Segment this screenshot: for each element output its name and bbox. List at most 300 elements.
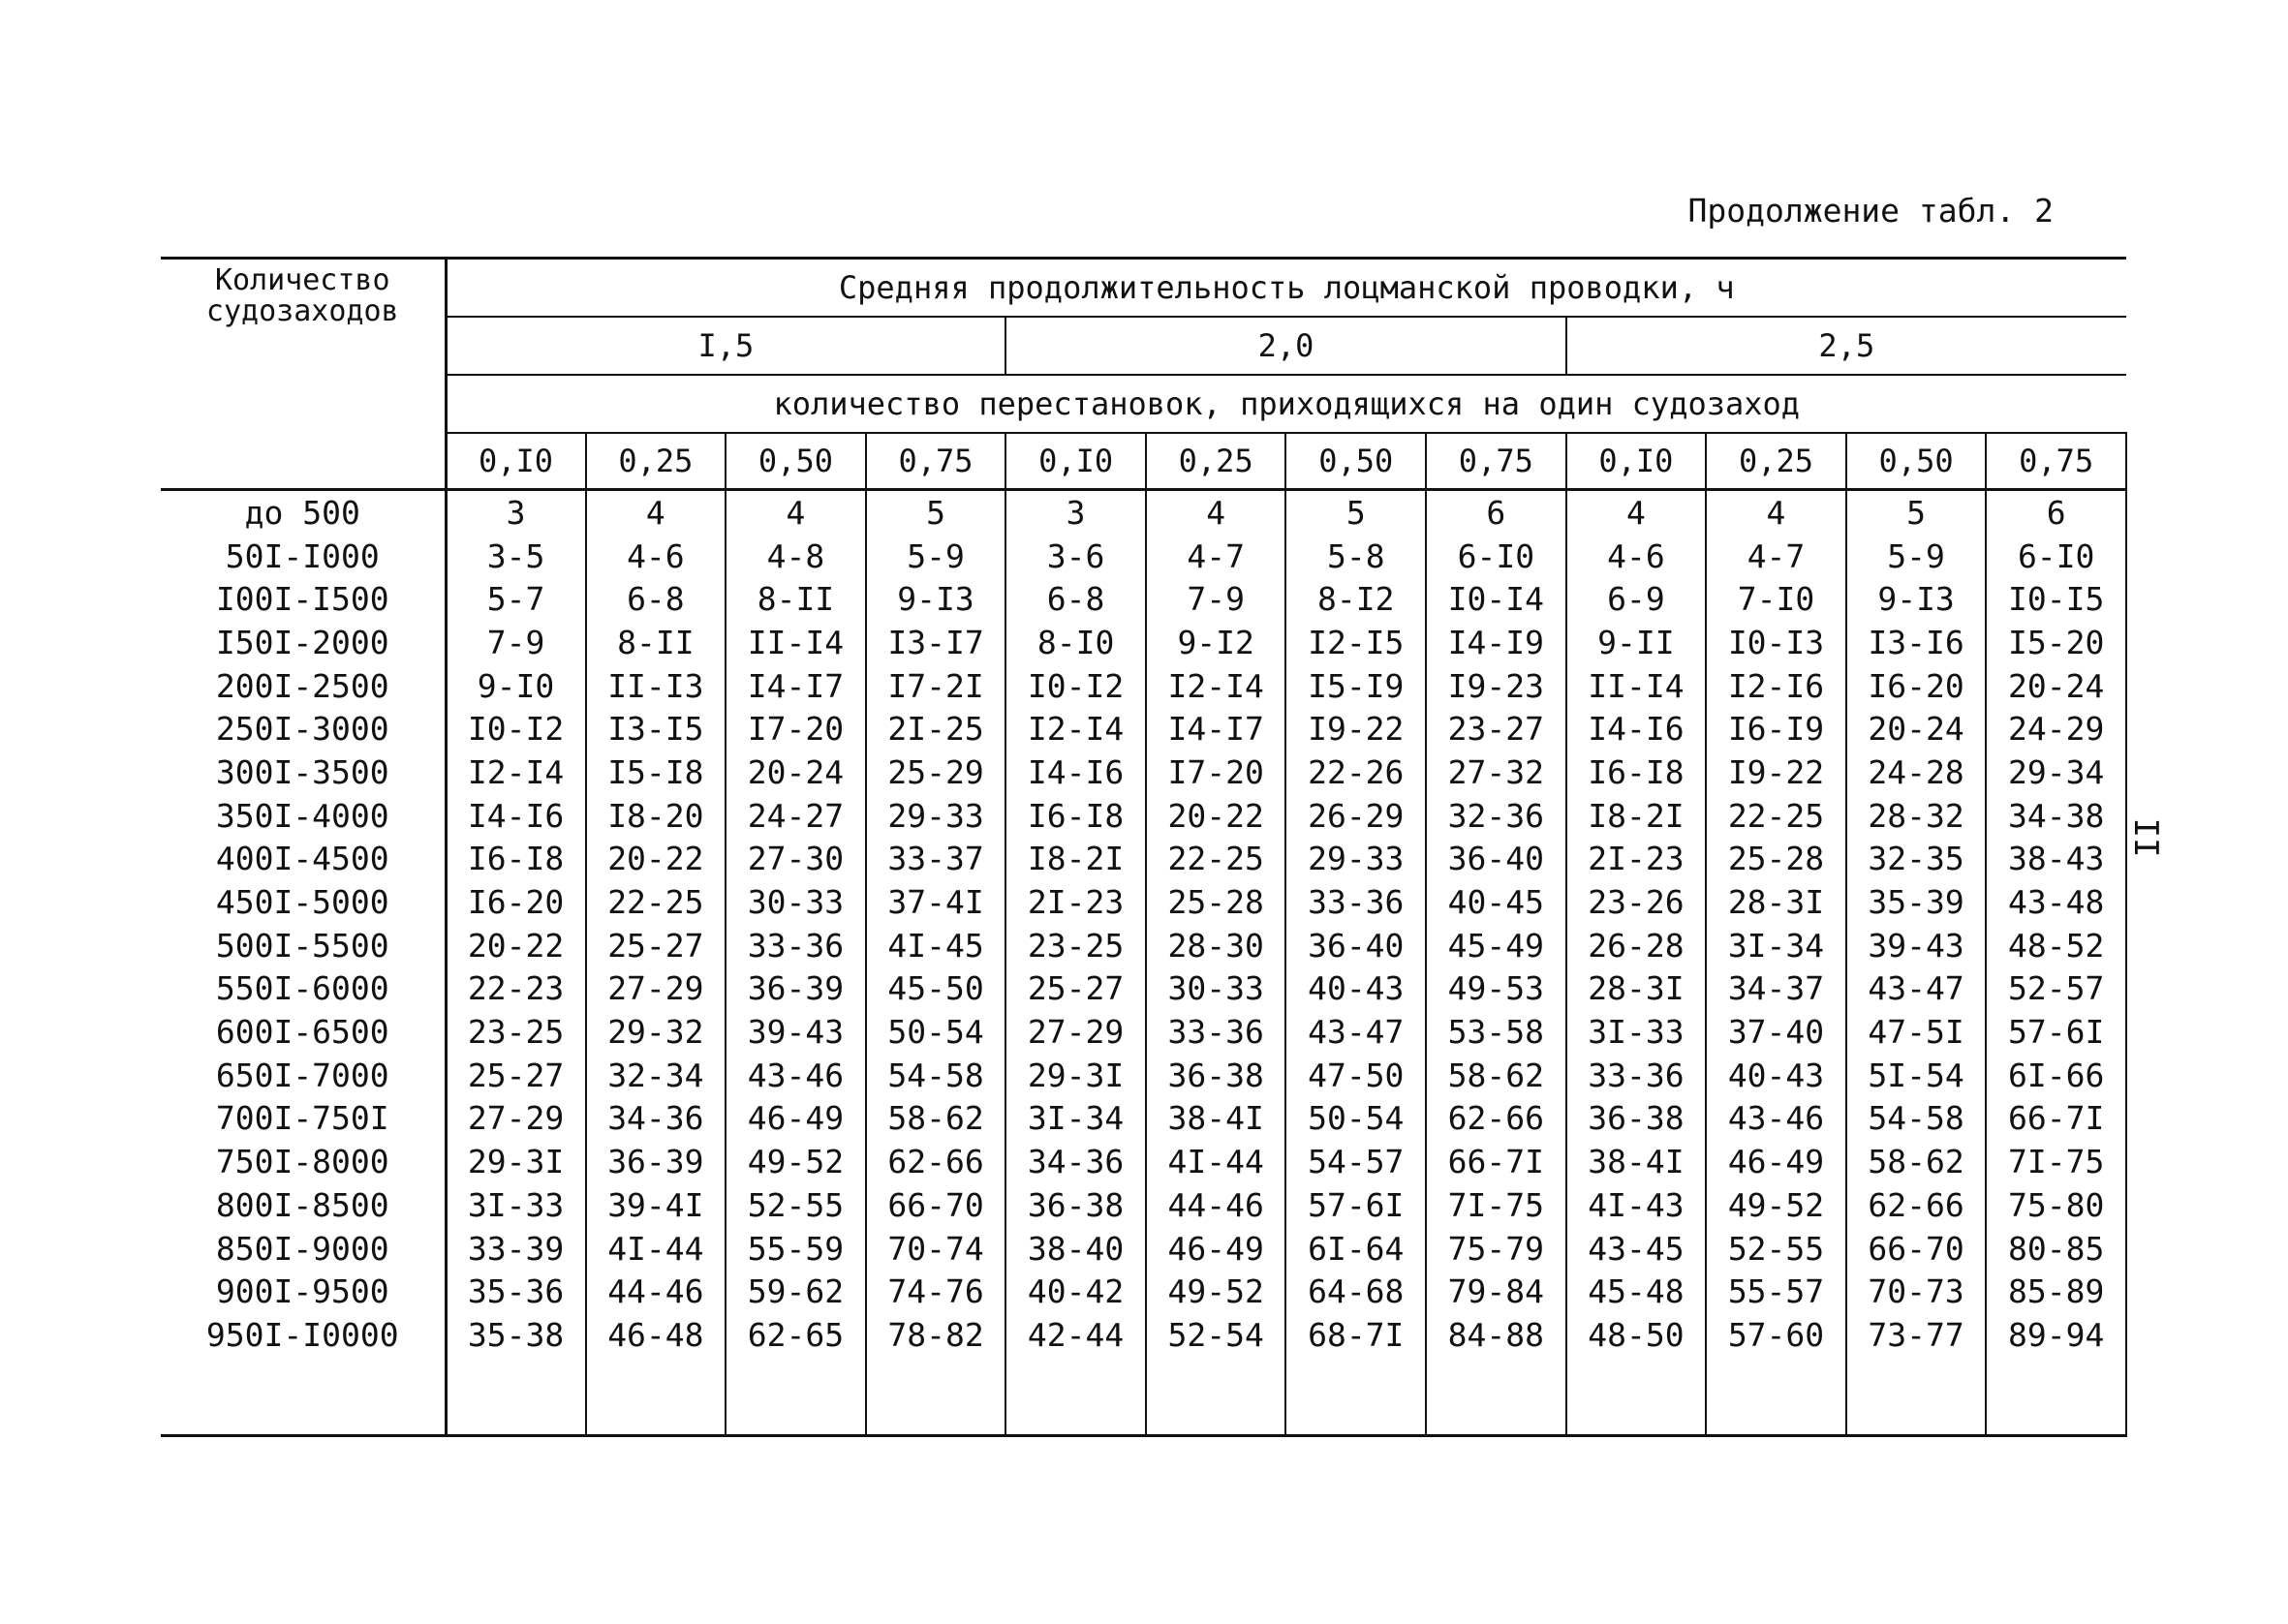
table-cell: I5-I9 [1285, 664, 1426, 708]
table-cell: I2-I5 [1285, 621, 1426, 664]
row-label: 600I-6500 [161, 1010, 446, 1054]
table-cell: I3-I6 [1846, 621, 1987, 664]
table-cell: 4-8 [726, 535, 866, 578]
table-row [161, 1097, 2126, 1141]
table-cell: 38-4I [1566, 1140, 1707, 1183]
table-cell: 6-I0 [1986, 535, 2126, 578]
table-cell: 34-37 [1706, 967, 1846, 1011]
table-cell: 36-39 [586, 1140, 727, 1183]
column-header: 0,50 [1285, 433, 1426, 490]
table-row [161, 577, 2126, 621]
row-label: 750I-8000 [161, 1140, 446, 1183]
table-cell: I9-23 [1426, 664, 1566, 708]
table-cell: 27-29 [446, 1097, 586, 1141]
table-cell: 28-30 [1146, 924, 1286, 967]
corner-header: Количество судозаходов [161, 259, 446, 490]
table-cell: I8-2I [1005, 838, 1146, 881]
table-cell: 40-45 [1426, 880, 1566, 924]
empty-cell [1986, 1357, 2126, 1436]
column-header: 0,I0 [446, 433, 586, 490]
table-cell: 22-26 [1285, 751, 1426, 794]
table-cell: I0-I3 [1706, 621, 1846, 664]
row-label: 450I-5000 [161, 880, 446, 924]
table-cell: 27-30 [726, 838, 866, 881]
table-cell: I2-I4 [1146, 664, 1286, 708]
table-cell: 25-27 [586, 924, 727, 967]
table-row [161, 924, 2126, 967]
table-cell: 45-50 [866, 967, 1006, 1011]
table-cell: 20-22 [1146, 794, 1286, 838]
table-cell: I6-I8 [446, 838, 586, 881]
table-row [161, 621, 2126, 664]
table-cell: 40-43 [1706, 1054, 1846, 1097]
table-cell: 4I-44 [586, 1227, 727, 1271]
table-cell: I6-I8 [1566, 751, 1707, 794]
table-cell: 37-40 [1706, 1010, 1846, 1054]
table-cell: 8-I2 [1285, 577, 1426, 621]
table-cell: II-I4 [1566, 664, 1707, 708]
table-cell: I9-22 [1285, 707, 1426, 751]
table-cell: 24-29 [1986, 707, 2126, 751]
table-cell: I3-I5 [586, 707, 727, 751]
table-cell: 23-25 [446, 1010, 586, 1054]
table-cell: 58-62 [866, 1097, 1006, 1141]
table-cell: 6-9 [1566, 577, 1707, 621]
empty-cell [161, 1357, 446, 1436]
table-cell: 27-32 [1426, 751, 1566, 794]
table-cell: 5 [1846, 490, 1987, 535]
table-cell: 8-II [586, 621, 727, 664]
table-cell: 36-38 [1146, 1054, 1286, 1097]
table-cell: 36-38 [1005, 1183, 1146, 1227]
table-cell: 30-33 [726, 880, 866, 924]
table-cell: 4 [586, 490, 727, 535]
table-cell: 57-6I [1986, 1010, 2126, 1054]
table-cell: 58-62 [1426, 1054, 1566, 1097]
table-cell: 32-35 [1846, 838, 1987, 881]
table-cell: 36-40 [1426, 838, 1566, 881]
table-cell: 55-57 [1706, 1270, 1846, 1313]
row-label: до 500 [161, 490, 446, 535]
table-cell: I4-I6 [1005, 751, 1146, 794]
table-cell: I7-20 [1146, 751, 1286, 794]
table-cell: 20-24 [1986, 664, 2126, 708]
table-cell: 43-45 [1566, 1227, 1707, 1271]
table-cell: 23-27 [1426, 707, 1566, 751]
table-cell: 9-I3 [1846, 577, 1987, 621]
table-cell: 22-25 [1706, 794, 1846, 838]
table-row [161, 794, 2126, 838]
table-cell: 29-34 [1986, 751, 2126, 794]
table-cell: 35-38 [446, 1313, 586, 1357]
table-cell: 54-58 [866, 1054, 1006, 1097]
table-cell: 4-6 [1566, 535, 1707, 578]
table-cell: 89-94 [1986, 1313, 2126, 1357]
table-cell: 6-I0 [1426, 535, 1566, 578]
table-cell: I0-I4 [1426, 577, 1566, 621]
table-cell: I6-20 [1846, 664, 1987, 708]
table-cell: 29-3I [446, 1140, 586, 1183]
table-cell: 4I-43 [1566, 1183, 1707, 1227]
table-cell: 33-36 [1146, 1010, 1286, 1054]
table-cell: 68-7I [1285, 1313, 1426, 1357]
table-cell: 30-33 [1146, 967, 1286, 1011]
table-cell: 23-26 [1566, 880, 1707, 924]
row-label: 300I-3500 [161, 751, 446, 794]
table-cell: 34-38 [1986, 794, 2126, 838]
table-cell: 4 [726, 490, 866, 535]
table-cell: 25-28 [1146, 880, 1286, 924]
table-cell: 9-I3 [866, 577, 1006, 621]
row-label: 200I-2500 [161, 664, 446, 708]
table-cell: I3-I7 [866, 621, 1006, 664]
table-cell: 66-70 [1846, 1227, 1987, 1271]
table-cell: 48-50 [1566, 1313, 1707, 1357]
row-label: 850I-9000 [161, 1227, 446, 1271]
table-cell: 49-52 [726, 1140, 866, 1183]
table-cell: 4-6 [586, 535, 727, 578]
table-cell: 5-9 [866, 535, 1006, 578]
table-cell: 33-39 [446, 1227, 586, 1271]
table-cell: I8-2I [1566, 794, 1707, 838]
table-cell: 49-53 [1426, 967, 1566, 1011]
table-cell: 43-46 [726, 1054, 866, 1097]
column-header: 0,25 [586, 433, 727, 490]
table-cell: 54-57 [1285, 1140, 1426, 1183]
row-label: I00I-I500 [161, 577, 446, 621]
table-cell: 32-34 [586, 1054, 727, 1097]
table-cell: 70-74 [866, 1227, 1006, 1271]
table-cell: 45-49 [1426, 924, 1566, 967]
table-cell: 79-84 [1426, 1270, 1566, 1313]
table-cell: 70-73 [1846, 1270, 1987, 1313]
table-cell: 46-49 [1706, 1140, 1846, 1183]
table-cell: 28-32 [1846, 794, 1987, 838]
table-cell: 75-80 [1986, 1183, 2126, 1227]
table-cell: I2-I4 [446, 751, 586, 794]
empty-cell [586, 1357, 727, 1436]
table-cell: 39-43 [1846, 924, 1987, 967]
subheader: количество перестановок, приходящихся на один судозаход [446, 375, 2126, 433]
table-row [161, 535, 2126, 578]
table-cell: 25-27 [446, 1054, 586, 1097]
table-cell: 3 [446, 490, 586, 535]
table-row [161, 1183, 2126, 1227]
table-cell: 6 [1986, 490, 2126, 535]
table-cell: 9-II [1566, 621, 1707, 664]
table-cell: 36-40 [1285, 924, 1426, 967]
column-header: 0,25 [1146, 433, 1286, 490]
table-cell: 29-3I [1005, 1054, 1146, 1097]
row-label: 800I-8500 [161, 1183, 446, 1227]
table-cell: I0-I5 [1986, 577, 2126, 621]
table-cell: 50-54 [1285, 1097, 1426, 1141]
row-label: 700I-750I [161, 1097, 446, 1141]
table-cell: 24-28 [1846, 751, 1987, 794]
table-cell: 3 [1005, 490, 1146, 535]
empty-cell [1285, 1357, 1426, 1436]
table-cell: 22-25 [586, 880, 727, 924]
table-cell: 49-52 [1706, 1183, 1846, 1227]
table-cell: 4 [1566, 490, 1707, 535]
empty-cell [1426, 1357, 1566, 1436]
table-cell: 5-8 [1285, 535, 1426, 578]
table-cell: I4-I7 [726, 664, 866, 708]
table-row [161, 664, 2126, 708]
table-cell: 57-6I [1285, 1183, 1426, 1227]
table-cell: I5-20 [1986, 621, 2126, 664]
table-cell: 40-42 [1005, 1270, 1146, 1313]
main-header: Средняя продолжительность лоцманской проводки, ч [446, 259, 2126, 318]
table-cell: I0-I2 [1005, 664, 1146, 708]
table-cell: 5-9 [1846, 535, 1987, 578]
table-cell: 4-7 [1706, 535, 1846, 578]
table-cell: I2-I4 [1005, 707, 1146, 751]
table-cell: 4I-44 [1146, 1140, 1286, 1183]
table-cell: 36-38 [1566, 1097, 1707, 1141]
empty-cell [1706, 1357, 1846, 1436]
empty-cell [1846, 1357, 1987, 1436]
table-cell: 75-79 [1426, 1227, 1566, 1271]
table-cell: 62-65 [726, 1313, 866, 1357]
table-cell: 7-9 [1146, 577, 1286, 621]
table-cell: 4 [1706, 490, 1846, 535]
table-cell: 49-52 [1146, 1270, 1286, 1313]
table-cell: 39-43 [726, 1010, 866, 1054]
column-header: 0,25 [1706, 433, 1846, 490]
table-cell: 2I-23 [1566, 838, 1707, 881]
table-cell: 20-24 [1846, 707, 1987, 751]
table-cell: 46-49 [726, 1097, 866, 1141]
table-cell: 62-66 [866, 1140, 1006, 1183]
table-cell: 22-25 [1146, 838, 1286, 881]
table-cell: II-I3 [586, 664, 727, 708]
table-row [161, 1054, 2126, 1097]
table-cell: 58-62 [1846, 1140, 1987, 1183]
page-number: II [2126, 817, 2165, 858]
table-cell: 20-22 [586, 838, 727, 881]
table-cell: 38-4I [1146, 1097, 1286, 1141]
table-cell: 47-50 [1285, 1054, 1426, 1097]
duration-group-header: 2,5 [1566, 317, 2126, 375]
table-cell: 9-I0 [446, 664, 586, 708]
table-cell: 73-77 [1846, 1313, 1987, 1357]
row-label: 250I-3000 [161, 707, 446, 751]
table-cell: 55-59 [726, 1227, 866, 1271]
table-cell: 39-4I [586, 1183, 727, 1227]
table-cell: 66-7I [1986, 1097, 2126, 1141]
table-cell: 27-29 [1005, 1010, 1146, 1054]
table-cell: I4-I7 [1146, 707, 1286, 751]
table-cell: 28-3I [1566, 967, 1707, 1011]
table-cell: 4 [1146, 490, 1286, 535]
table-cell: 52-55 [726, 1183, 866, 1227]
table-cell: 38-40 [1005, 1227, 1146, 1271]
table-cell: 78-82 [866, 1313, 1006, 1357]
table-cell: 59-62 [726, 1270, 866, 1313]
table-cell: 46-49 [1146, 1227, 1286, 1271]
table-cell: 5-7 [446, 577, 586, 621]
table-cell: 20-22 [446, 924, 586, 967]
table-cell: II-I4 [726, 621, 866, 664]
table-cell: I6-20 [446, 880, 586, 924]
table-cell: 25-29 [866, 751, 1006, 794]
table-cell: 43-48 [1986, 880, 2126, 924]
table-row [161, 490, 2126, 535]
table-cell: I4-I6 [1566, 707, 1707, 751]
table-cell: 43-47 [1846, 967, 1987, 1011]
table-continuation-label: Продолжение табл. 2 [1687, 192, 2054, 230]
table-cell: 54-58 [1846, 1097, 1987, 1141]
table-cell: 66-7I [1426, 1140, 1566, 1183]
column-header: 0,75 [1426, 433, 1566, 490]
column-header: 0,I0 [1566, 433, 1707, 490]
table-cell: 3-5 [446, 535, 586, 578]
row-label: 500I-5500 [161, 924, 446, 967]
table-cell: 5 [866, 490, 1006, 535]
table-cell: 25-27 [1005, 967, 1146, 1011]
table-cell: 33-36 [1566, 1054, 1707, 1097]
table-cell: 25-28 [1706, 838, 1846, 881]
table-cell: 42-44 [1005, 1313, 1146, 1357]
table-cell: I4-I6 [446, 794, 586, 838]
table-cell: 6I-66 [1986, 1054, 2126, 1097]
table-cell: 2I-23 [1005, 880, 1146, 924]
table-cell: 66-70 [866, 1183, 1006, 1227]
table-cell: I8-20 [586, 794, 727, 838]
table-cell: 52-54 [1146, 1313, 1286, 1357]
table-cell: 20-24 [726, 751, 866, 794]
column-header: 0,75 [866, 433, 1006, 490]
table-cell: 5 [1285, 490, 1426, 535]
table-cell: 74-76 [866, 1270, 1006, 1313]
table-cell: 3I-33 [446, 1183, 586, 1227]
table-cell: 44-46 [586, 1270, 727, 1313]
table-cell: 6-8 [1005, 577, 1146, 621]
table-row [161, 1140, 2126, 1183]
table-cell: 85-89 [1986, 1270, 2126, 1313]
table-cell: 50-54 [866, 1010, 1006, 1054]
table-cell: 34-36 [586, 1097, 727, 1141]
table-cell: I7-2I [866, 664, 1006, 708]
table-cell: 52-55 [1706, 1227, 1846, 1271]
table-cell: I0-I2 [446, 707, 586, 751]
table-cell: 52-57 [1986, 967, 2126, 1011]
table-cell: 4-7 [1146, 535, 1286, 578]
table-cell: 4I-45 [866, 924, 1006, 967]
table-cell: I6-I9 [1706, 707, 1846, 751]
table-cell: 43-47 [1285, 1010, 1426, 1054]
table-cell: 24-27 [726, 794, 866, 838]
row-label: 400I-4500 [161, 838, 446, 881]
table-cell: 26-28 [1566, 924, 1707, 967]
table-row [161, 1010, 2126, 1054]
table-cell: 43-46 [1706, 1097, 1846, 1141]
table-cell: 6I-64 [1285, 1227, 1426, 1271]
table-row [161, 880, 2126, 924]
table-cell: 22-23 [446, 967, 586, 1011]
table-cell: 7-I0 [1706, 577, 1846, 621]
column-header: 0,75 [1986, 433, 2126, 490]
empty-cell [1566, 1357, 1707, 1436]
table-cell: 46-48 [586, 1313, 727, 1357]
table-cell: 6-8 [586, 577, 727, 621]
row-label: 550I-6000 [161, 967, 446, 1011]
table-cell: 53-58 [1426, 1010, 1566, 1054]
table-cell: 6 [1426, 490, 1566, 535]
empty-cell [446, 1357, 586, 1436]
table-bottom-row [161, 1357, 2126, 1436]
empty-cell [1005, 1357, 1146, 1436]
table-cell: 9-I2 [1146, 621, 1286, 664]
column-header: 0,I0 [1005, 433, 1146, 490]
empty-cell [1146, 1357, 1286, 1436]
table-cell: 40-43 [1285, 967, 1426, 1011]
row-label: 650I-7000 [161, 1054, 446, 1097]
table-cell: 2I-25 [866, 707, 1006, 751]
column-header: 0,50 [726, 433, 866, 490]
table-cell: 64-68 [1285, 1270, 1426, 1313]
table-row [161, 707, 2126, 751]
table-cell: 3I-33 [1566, 1010, 1707, 1054]
table-cell: 3I-34 [1005, 1097, 1146, 1141]
table-cell: 29-33 [1285, 838, 1426, 881]
table-cell: 29-33 [866, 794, 1006, 838]
row-label: 950I-I0000 [161, 1313, 446, 1357]
duration-group-header: 2,0 [1005, 317, 1565, 375]
table-cell: 34-36 [1005, 1140, 1146, 1183]
table-cell: 48-52 [1986, 924, 2126, 967]
table-cell: 26-29 [1285, 794, 1426, 838]
table-cell: 3I-34 [1706, 924, 1846, 967]
duration-group-header: I,5 [446, 317, 1005, 375]
table-row [161, 967, 2126, 1011]
table-cell: 35-39 [1846, 880, 1987, 924]
table-cell: 36-39 [726, 967, 866, 1011]
pilotage-table [161, 257, 2127, 1437]
table-cell: 80-85 [1986, 1227, 2126, 1271]
table-cell: I7-20 [726, 707, 866, 751]
table-cell: 7I-75 [1986, 1140, 2126, 1183]
table-cell: 44-46 [1146, 1183, 1286, 1227]
table-cell: 23-25 [1005, 924, 1146, 967]
table-cell: 8-I0 [1005, 621, 1146, 664]
row-label: 350I-4000 [161, 794, 446, 838]
table-cell: 37-4I [866, 880, 1006, 924]
table-cell: 38-43 [1986, 838, 2126, 881]
table-cell: 27-29 [586, 967, 727, 1011]
table-cell: 5I-54 [1846, 1054, 1987, 1097]
table-cell: 62-66 [1426, 1097, 1566, 1141]
table-cell: 33-36 [1285, 880, 1426, 924]
table-cell: 32-36 [1426, 794, 1566, 838]
row-label: 900I-9500 [161, 1270, 446, 1313]
table-cell: I2-I6 [1706, 664, 1846, 708]
table-cell: 7-9 [446, 621, 586, 664]
table-cell: 3-6 [1005, 535, 1146, 578]
table-cell: 45-48 [1566, 1270, 1707, 1313]
table-cell: 7I-75 [1426, 1183, 1566, 1227]
table-row [161, 751, 2126, 794]
table-cell: 35-36 [446, 1270, 586, 1313]
table-row [161, 1270, 2126, 1313]
table-cell: 57-60 [1706, 1313, 1846, 1357]
table-cell: 84-88 [1426, 1313, 1566, 1357]
row-label: I50I-2000 [161, 621, 446, 664]
table-row [161, 838, 2126, 881]
table-row [161, 1313, 2126, 1357]
table-cell: 62-66 [1846, 1183, 1987, 1227]
